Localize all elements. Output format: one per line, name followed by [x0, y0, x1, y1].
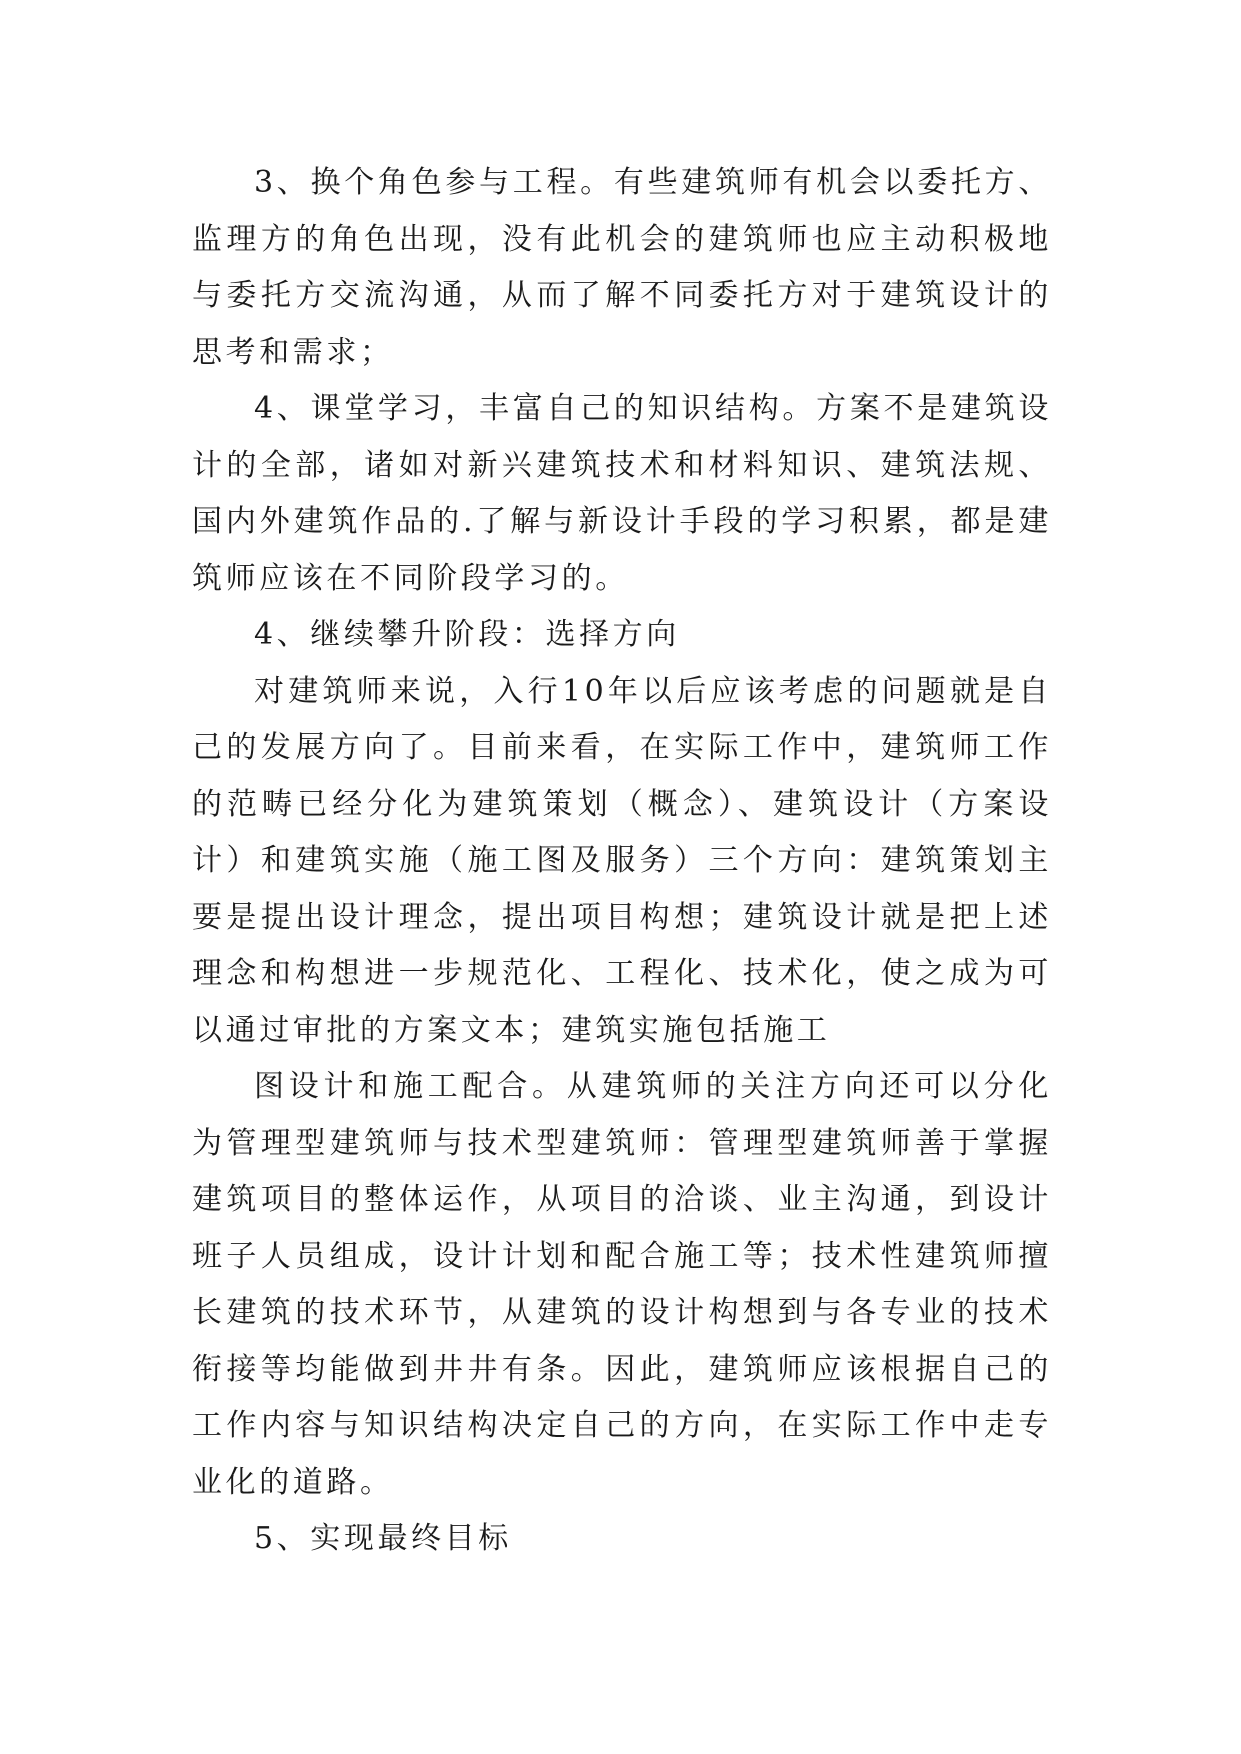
section-heading-choose-direction: 4、继续攀升阶段：选择方向 — [254, 617, 680, 652]
paragraph-role-change: 3、换个角色参与工程。有些建筑师有机会以委托方、监理方的角色出现，没有此机会的建筑师也应主动积极地与委托方交流沟通，从而了解不同委托方对于建筑设计的思考和需求； — [192, 165, 1052, 370]
document-body — [192, 155, 1052, 1568]
paragraph-career-direction: 对建筑师来说，入行10年以后应该考虑的问题就是自己的发展方向了。目前来看，在实际工作中，建筑师工作的范畴已经分化为建筑策划（概念）、建筑设计（方案设计）和建筑实施（施工图及服务）三个方向：建筑策划主要是提出设计理念，提出项目构想；建筑设计就是把上述理念和构想进一步规范化、工程化、技术化，使之成为可以通过审批的方案文本；建筑实施包括施工 — [192, 673, 1052, 1048]
section-heading-final-goal: 5、实现最终目标 — [254, 1521, 512, 1556]
paragraph-classroom-learning: 4、课堂学习，丰富自己的知识结构。方案不是建筑设计的全部，诸如对新兴建筑技术和材料知识、建筑法规、国内外建筑作品的.了解与新设计手段的学习积累，都是建筑师应该在不同阶段学习的。 — [192, 391, 1052, 596]
paragraph-architect-types: 图设计和施工配合。从建筑师的关注方向还可以分化为管理型建筑师与技术型建筑师：管理型建筑师善于掌握建筑项目的整体运作，从项目的洽谈、业主沟通，到设计班子人员组成，设计计划和配合施工等；技术性建筑师擅长建筑的技术环节，从建筑的设计构想到与各专业的技术衔接等均能做到井井有条。因此，建筑师应该根据自己的工作内容与知识结构决定自己的方向，在实际工作中走专业化的道路。 — [192, 1069, 1052, 1500]
